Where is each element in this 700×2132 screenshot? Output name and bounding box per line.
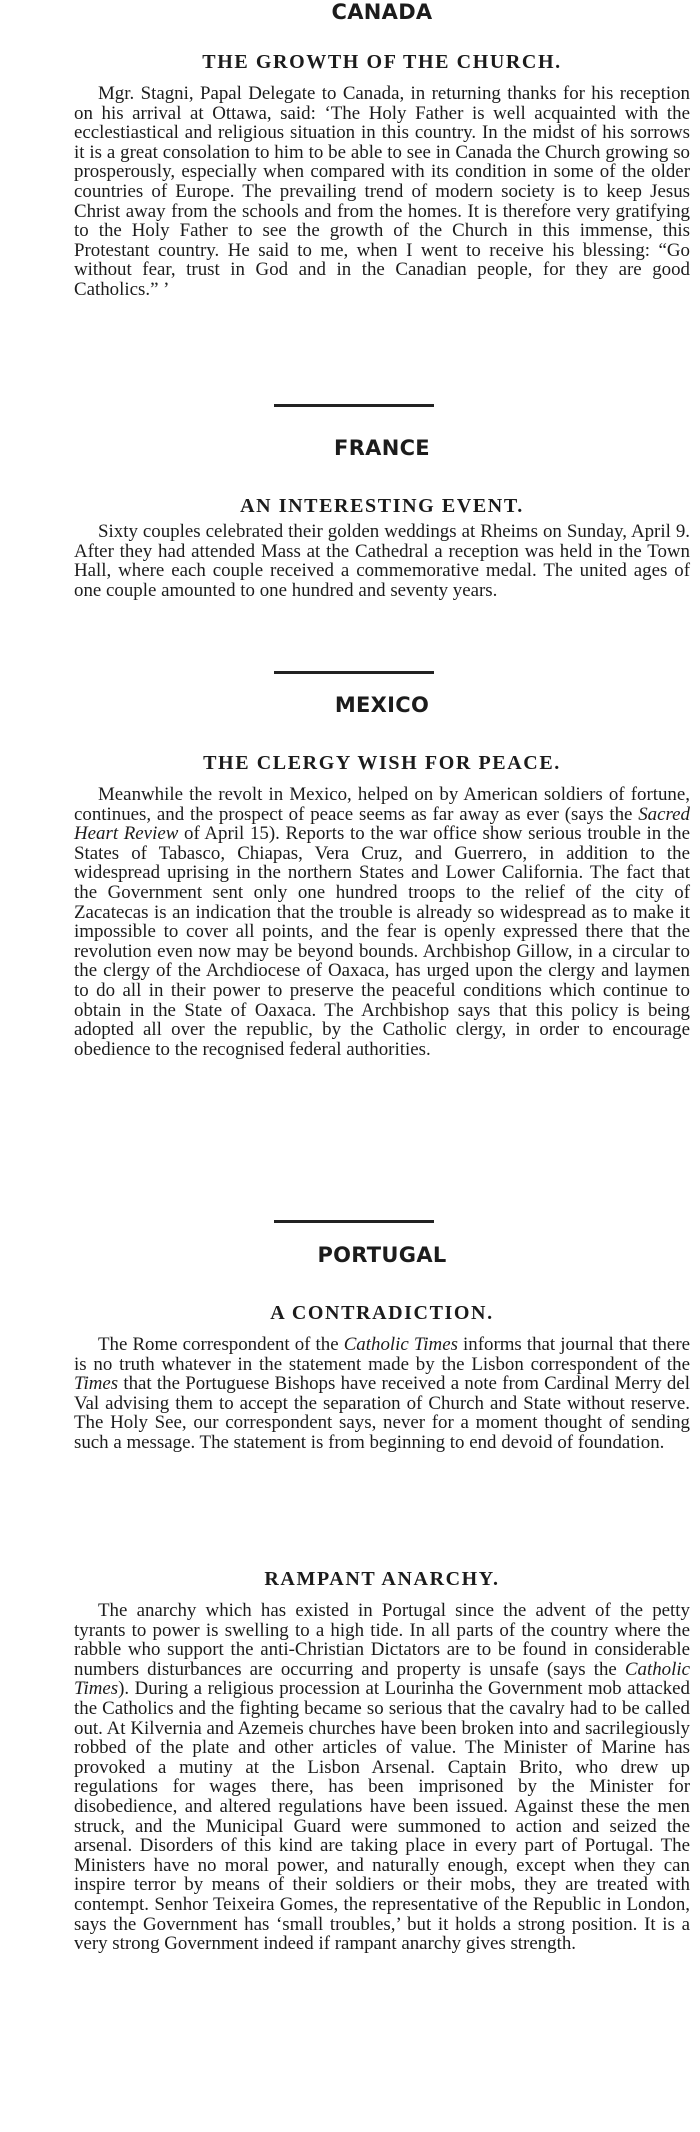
section-canada	[74, 0, 690, 300]
section-divider	[274, 1220, 434, 1223]
body-text: Mgr. Stagni, Papal Delegate to Canada, in returning thanks for his reception on his arrival at Ottawa, said: ‘The Holy Father is well acquainted with the ecclestiastical and religious situation in this country. In the midst of his sorrows it is a great consolation to him to be able to see in Canada the Church growing so prosperously, especially when compared with its condition in some of the older countries of Europe. The prevailing trend of modern society is to keep Jesus Christ away from the schools and from the homes. It is therefore very gratifying to the Holy Father to see the growth of the Church in this immense, this Protestant country. He said to me, when I went to receive his blessing: “Go without fear, trust in God and in the Canadian people, for they are good Catholics.” ’	[74, 83, 690, 300]
country-heading: MEXICO	[334, 693, 430, 717]
article-headline: THE GROWTH OF THE CHURCH.	[202, 51, 562, 73]
section-divider	[274, 671, 434, 674]
section-portugal	[74, 1243, 690, 1453]
article-headline: THE CLERGY WISH FOR PEACE.	[203, 752, 561, 774]
body-text: informs that journal that there is no truth whatever in the statement made by the Lisbon correspondent of the	[74, 1334, 690, 1375]
section-mexico	[74, 693, 690, 1059]
body-text: ). During a religious procession at Lourinha the Government mob attacked the Catholics and the fighting became so serious that the cavalry had to be called out. At Kilvernia and Azemeis churches have been broken into and sacrilegiously robbed of the plate and other articles of value. The Minister of Marine has provoked a mutiny at the Lisbon Arsenal. Captain Brito, who drew up regulations for wages there, has been imprisoned by the Minister for disobedience, and altered regulations have been issued. Against these the men struck, and the Municipal Guard were summoned to action and seized the arsenal. Disorders of this kind are taking place in every part of Portugal. The Ministers have no moral power, and naturally enough, except when they can inspire terror by means of their soldiers or their mobs, they are treated with contempt. Senhor Teixeira Gomes, the representative of the Republic in London, says the Government has ‘small troubles,’ but it holds a strong position. It is a very strong Government indeed if rampant anarchy gives strength.	[74, 1678, 690, 1955]
article-headline: AN INTERESTING EVENT.	[240, 495, 524, 517]
country-heading: FRANCE	[334, 436, 430, 460]
body-text: Sixty couples celebrated their golden weddings at Rheims on Sunday, April 9. After they had attended Mass at the Cathedral a reception was held in the Town Hall, where each couple received a commemorative medal. The united ages of one couple amounted to one hundred and seventy years.	[74, 521, 690, 601]
country-heading: PORTUGAL	[317, 1243, 447, 1267]
section-france	[74, 436, 690, 600]
article-headline: A CONTRADICTION.	[270, 1302, 494, 1324]
publication-title: Sacred Heart Review	[74, 803, 690, 845]
body-text: The Rome correspondent of the	[98, 1334, 344, 1355]
body-text: The anarchy which has existed in Portugal since the advent of the petty tyrants to power is swelling to a high tide. In all parts of the country where the rabble who support the anti-Christian Dictators are to be found in considerable numbers disturbances are occurring and property is unsafe (says the	[74, 1600, 690, 1680]
body-text: of April 15). Reports to the war office show serious trouble in the States of Tabasco, Chiapas, Vera Cruz, and Guerrero, in addition to the widespread uprising in the northern States and Lower California. The fact that the Government sent only one hundred troops to the relief of the city of Zacatecas is an indication that the trouble is already so widespread as to make it impossible to cover all points, and the fear is openly expressed there that the revolution even now may be beyond bounds. Archbishop Gillow, in a circular to the clergy of the Archdiocese of Oaxaca, has urged upon the clergy and laymen to do all in their power to preserve the peaceful conditions which continue to obtain in the State of Oaxaca. The Archbishop says that this policy is being adopted all over the republic, by the Catholic clergy, in order to encourage obedience to the recognised federal authorities.	[74, 823, 690, 1060]
article-body	[74, 84, 690, 300]
section-divider	[274, 404, 434, 407]
article-body	[74, 522, 690, 600]
article-body	[74, 1601, 690, 1954]
body-text: that the Portuguese Bishops have received a note from Cardinal Merry del Val advising them to accept the separation of Church and State without reserve. The Holy See, our correspondent says, never for a moment thought of sending such a message. The statement is from beginning to end devoid of foundation.	[74, 1373, 690, 1453]
article-body	[74, 1335, 690, 1453]
article-headline: RAMPANT ANARCHY.	[264, 1568, 500, 1590]
country-heading: CANADA	[331, 0, 433, 24]
section-portugal-second-article	[74, 1567, 690, 1954]
publication-title: Times	[74, 1373, 119, 1395]
body-text: Meanwhile the revolt in Mexico, helped on by American soldiers of fortune, continues, and the prospect of peace seems as far away as ever (says the	[74, 784, 690, 825]
publication-title: Catholic Times	[74, 1658, 690, 1700]
article-body	[74, 785, 690, 1059]
publication-title: Catholic Times	[343, 1334, 458, 1355]
